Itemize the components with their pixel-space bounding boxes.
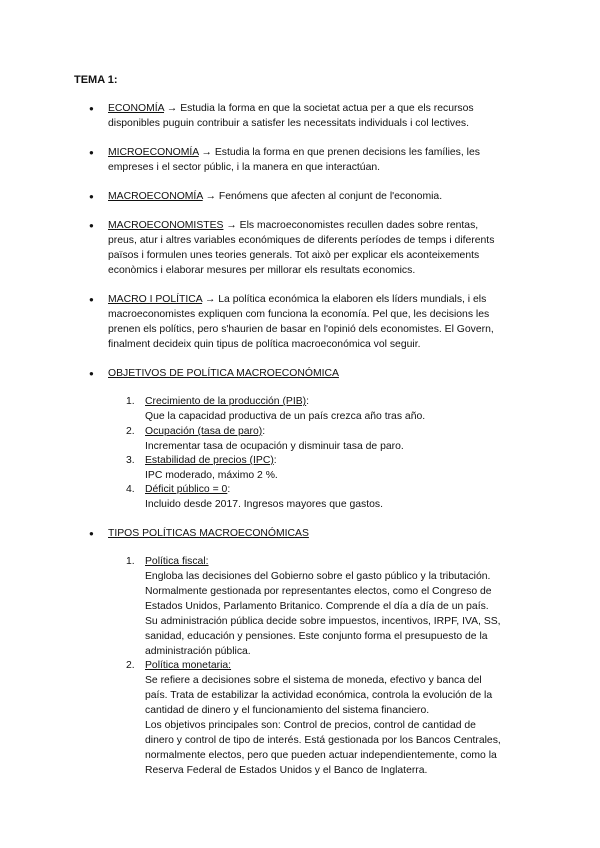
text-line: Estudia la forma en que prenen decisions les famílies, les — [214, 147, 480, 158]
list-number: 1. — [126, 556, 135, 567]
label-suffix: : — [227, 484, 231, 495]
objetivo-text: Incrementar tasa de ocupación y disminuir tasa de paro. — [145, 441, 404, 452]
objetivo-item-3 — [126, 453, 530, 483]
term-macroeconomia: MACROECONOMÍA — [108, 191, 203, 202]
text-line: Fenómens que afecten al conjunt de l'economia. — [218, 191, 443, 202]
text-line: sanidad, educación y pensiones. Este conjunto forma el presupuesto de la — [145, 631, 488, 642]
section-heading-objetivos: ● OBJETIVOS DE POLÍTICA MACROECONÓMICA — [108, 368, 339, 379]
text-line: preus, atur i altres variables económiques de diferents períodes de temps i diferents — [108, 235, 495, 246]
term-economia: ECONOMÍA — [108, 103, 165, 114]
text-line: disponibles puguin contribuir a satisfer les necessitats individuals i col lectives. — [108, 118, 469, 129]
page-title: TEMA 1: — [74, 74, 118, 86]
text-line: Engloba las decisiones del Gobierno sobre el gasto público y la tributación. — [145, 571, 491, 582]
bullet-objetivos — [108, 366, 526, 381]
text-line: Els macroeconomistes recullen dades sobre rentas, — [239, 220, 479, 231]
objetivo-label: Déficit público = 0 — [145, 484, 228, 495]
text-line: La política económica la elaboren els líders mundials, i els — [218, 294, 487, 305]
list-number: 1. — [126, 396, 135, 407]
bullet-macroeconomia — [108, 189, 526, 204]
list-number: 2. — [126, 426, 135, 437]
objetivo-item-1 — [126, 394, 530, 424]
text-line: normalmente electos, pero que pueden actuar independientemente, como la — [145, 750, 497, 761]
label-suffix: : — [262, 426, 266, 437]
text-line: Los objetivos principales son: Control de precios, control de cantidad de — [145, 720, 476, 731]
text-line: cantidad de dinero y el funcionamiento del sistema financiero. — [145, 705, 430, 716]
text-line: empreses i el sector públic, i la manera en que interactúan. — [108, 162, 381, 173]
bullet-microeconomia — [108, 145, 526, 175]
objetivo-label: Crecimiento de la producción (PIB) — [145, 396, 307, 407]
arrow-glyph: → — [205, 191, 216, 202]
label-suffix: : — [273, 455, 277, 466]
text-line: Estados Unidos, Parlamento Britanico. Comprende el día a día de un país. — [145, 601, 489, 612]
tipo-item-fiscal — [126, 554, 530, 659]
term-macro-i-politica: MACRO I POLÍTICA — [108, 294, 203, 305]
label-suffix: : — [306, 396, 310, 407]
objetivo-item-4 — [126, 482, 530, 512]
objetivo-item-2 — [126, 424, 530, 454]
list-number: 2. — [126, 660, 135, 671]
text-line: país. Trata de estabilizar la actividad económica, controla la evolución de la — [145, 690, 493, 701]
section-heading-tipos: ● TIPOS POLÍTICAS MACROECONÓMICAS — [108, 528, 309, 539]
term-macroeconomistes: MACROECONOMISTES — [108, 220, 224, 231]
tipo-label: Política fiscal: — [145, 556, 209, 567]
list-number: 3. — [126, 455, 135, 466]
bullet-macro-i-politica — [108, 292, 526, 352]
text-line: macroeconomistes expliquen com funciona la economía. Pel que, les decisions les — [108, 309, 490, 320]
term-microeconomia: MICROECONOMÍA — [108, 147, 199, 158]
text-line: administración pública. — [145, 646, 251, 657]
objetivo-label: Ocupación (tasa de paro) — [145, 426, 263, 437]
tipo-item-monetaria — [126, 658, 530, 778]
text-line: Reserva Federal de Estados Unidos y el Banco de Inglaterra. — [145, 765, 428, 776]
arrow-glyph: → — [166, 103, 178, 114]
bullet-tipos — [108, 526, 526, 541]
bullet-macroeconomistes — [108, 218, 526, 278]
list-number: 4. — [126, 484, 135, 495]
arrow-glyph: → — [226, 220, 237, 231]
arrow-glyph: → — [205, 294, 216, 305]
objetivo-text: Incluido desde 2017. Ingresos mayores que gastos. — [145, 499, 383, 510]
tipo-label: Política monetaria: — [145, 660, 232, 671]
bullet-economia — [108, 101, 526, 131]
text-line: econòmics i elaborar mesures per millorar els resultats economics. — [108, 265, 416, 276]
text-line: Se refiere a decisiones sobre el sistema de moneda, efectivo y banca del — [145, 675, 482, 686]
text-line: països i formulen unes teories generals. Tot això per explicar els aconteixements — [108, 250, 480, 261]
text-line: Estudia la forma en que la societat actua per a que els recursos — [180, 103, 474, 114]
objetivo-text: IPC moderado, máximo 2 %. — [145, 470, 278, 481]
objetivo-label: Estabilidad de precios (IPC) — [145, 455, 274, 466]
text-line: Normalmente gestionada por representantes electos, como el Congreso de — [145, 586, 492, 597]
text-line: prenen els polítics, pero s'haurien de basar en l'opinió dels economistes. El Govern, — [108, 324, 494, 335]
text-line: dinero y control de tipo de interés. Está gestionada por los Bancos Centrales, — [145, 735, 501, 746]
text-line: Su administración pública decide sobre impuestos, incentivos, IRPF, IVA, SS, — [145, 616, 501, 627]
arrow-glyph: → — [201, 147, 212, 158]
objetivo-text: Que la capacidad productiva de un país crezca año tras año. — [145, 411, 426, 422]
text-line: finalment decideix quin tipus de política macroeconómica vol seguir. — [108, 339, 421, 350]
